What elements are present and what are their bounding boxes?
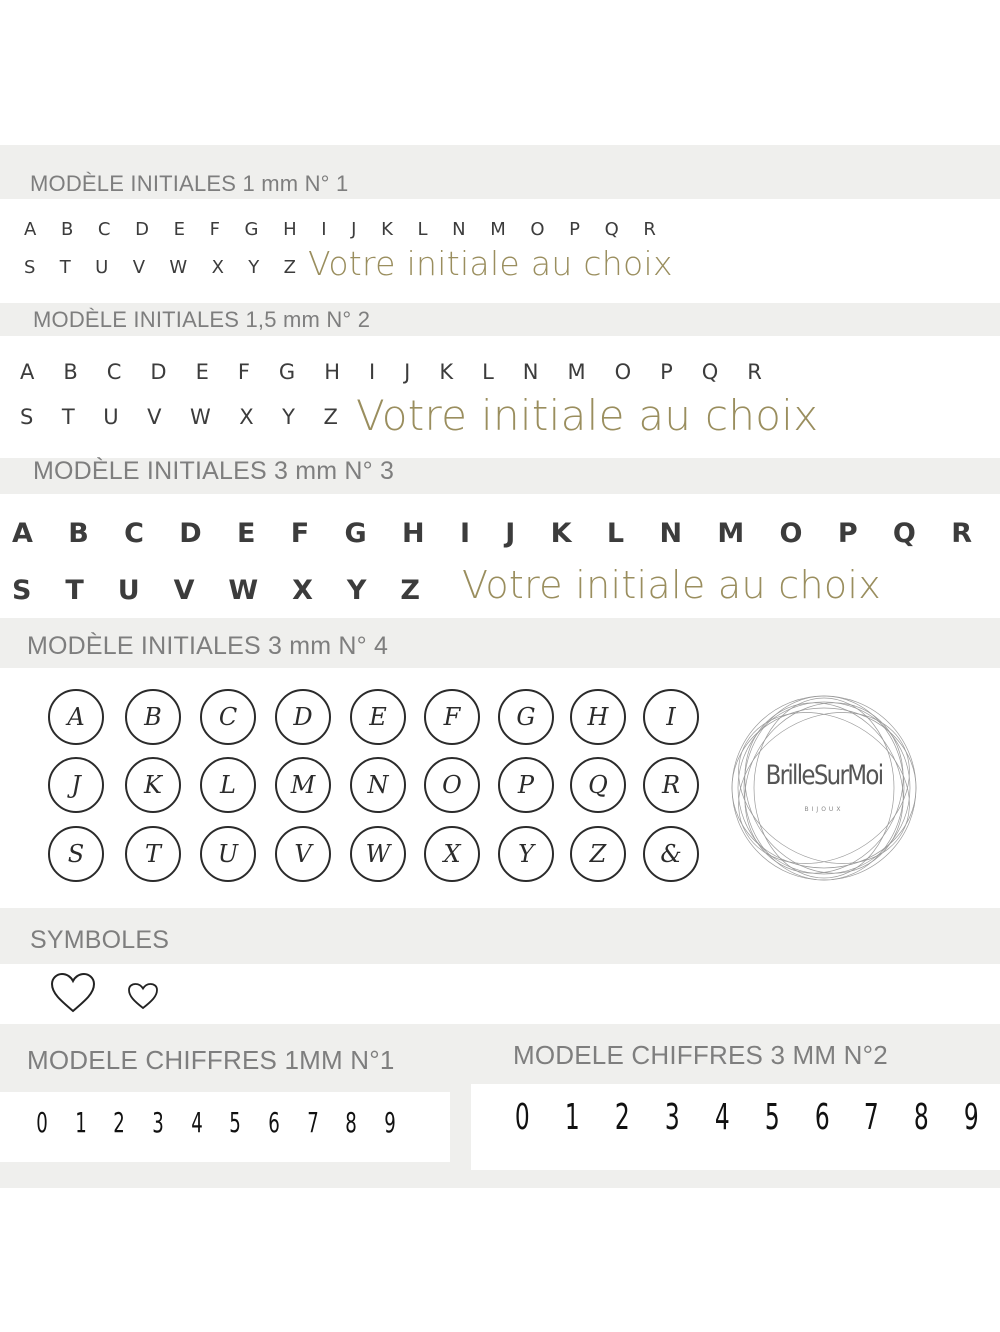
tagline-s3: Votre initiale au choix [462, 563, 882, 607]
letter-glyph: W [169, 256, 188, 278]
letter-glyph: P [837, 517, 858, 549]
letter-glyph: N [659, 517, 683, 549]
letter-glyph: Q [604, 218, 619, 240]
digit-glyph: 8 [914, 1096, 930, 1138]
letter-glyph: G [344, 517, 367, 549]
letter-glyph: S [12, 574, 32, 606]
digit-glyph: 7 [306, 1105, 319, 1139]
letters-row-s1-1 [24, 216, 656, 242]
letter-glyph: J [351, 218, 357, 240]
letter-glyph: V [132, 256, 146, 278]
letter-glyph: C [124, 517, 144, 549]
circle-initial: Z [570, 826, 626, 882]
circle-initial: P [498, 757, 554, 813]
letter-glyph: Z [283, 256, 296, 278]
letter-glyph: P [569, 218, 581, 240]
digit-glyph: 4 [190, 1105, 203, 1139]
letter-glyph: B [68, 517, 89, 549]
tagline-s1: Votre initiale au choix [308, 244, 673, 283]
letter-glyph: R [643, 218, 656, 240]
circle-initial: V [275, 826, 331, 882]
letter-glyph: Z [400, 574, 420, 606]
brand-logo [724, 688, 924, 888]
letters-row-s1-2 [24, 254, 296, 280]
circle-initial: T [125, 826, 181, 882]
circle-initial: E [350, 689, 406, 745]
letter-glyph: H [324, 360, 340, 384]
letter-glyph: I [368, 360, 376, 384]
letters-row-s2-2 [20, 402, 338, 432]
letter-glyph: X [292, 574, 313, 606]
letters-row-s3-1 [12, 515, 972, 551]
letter-glyph: N [452, 218, 466, 240]
circle-initial: M [275, 757, 331, 813]
circle-initial: U [200, 826, 256, 882]
letter-glyph: G [244, 218, 259, 240]
circle-initial: & [643, 826, 699, 882]
letters-row-s2-1 [20, 357, 762, 387]
letter-glyph: B [63, 360, 78, 384]
circle-initial: Q [570, 757, 626, 813]
letter-glyph: J [404, 360, 411, 384]
circle-initial: C [200, 689, 256, 745]
letter-glyph: L [482, 360, 494, 384]
circle-initial: W [350, 826, 406, 882]
letter-glyph: I [459, 517, 470, 549]
letter-glyph: T [61, 405, 75, 429]
letter-glyph: E [173, 218, 185, 240]
letter-glyph: F [209, 218, 220, 240]
circle-initial: A [48, 689, 104, 745]
circle-initial: D [275, 689, 331, 745]
letter-glyph: Y [346, 574, 367, 606]
letter-glyph: G [278, 360, 296, 384]
digit-glyph: 3 [664, 1096, 680, 1138]
section-title-digits2: MODELE CHIFFRES 3 MM N°2 [513, 1040, 888, 1070]
letter-glyph: B [60, 218, 74, 240]
letter-glyph: Q [701, 360, 719, 384]
digit-glyph: 5 [229, 1105, 242, 1139]
section-title-s4: MODÈLE INITIALES 3 mm N° 4 [27, 632, 389, 660]
letter-glyph: L [417, 218, 428, 240]
circle-initial: F [424, 689, 480, 745]
section-title-s1: MODÈLE INITIALES 1 mm N° 1 [30, 171, 349, 196]
circle-initial: O [424, 757, 480, 813]
letter-glyph: C [97, 218, 111, 240]
digit-glyph: 1 [564, 1096, 580, 1138]
letter-glyph: O [530, 218, 545, 240]
letter-glyph: R [951, 517, 972, 549]
letter-glyph: A [20, 360, 35, 384]
letter-glyph: D [135, 218, 149, 240]
digit-glyph: 2 [614, 1096, 630, 1138]
digit-glyph: 5 [764, 1096, 780, 1138]
letter-glyph: U [103, 405, 119, 429]
letter-glyph: U [117, 574, 140, 606]
digit-glyph: 0 [36, 1105, 48, 1139]
digits-row-1 [34, 1102, 398, 1142]
circle-initial: S [48, 826, 104, 882]
heart-outline-large-icon [50, 972, 96, 1014]
letter-glyph: T [59, 256, 71, 278]
tagline-s2: Votre initiale au choix [356, 391, 819, 440]
letter-glyph: O [614, 360, 632, 384]
logo-subtitle: BIJOUX [804, 806, 844, 813]
letter-glyph: V [173, 574, 195, 606]
circle-initial: N [350, 757, 406, 813]
letter-glyph: K [381, 218, 393, 240]
letter-glyph: Y [248, 256, 260, 278]
circle-initial: H [570, 689, 626, 745]
circle-initial: G [498, 689, 554, 745]
letter-glyph: H [283, 218, 297, 240]
section-title-digits1: MODELE CHIFFRES 1MM N°1 [27, 1045, 395, 1075]
letter-glyph: F [237, 360, 250, 384]
circle-initial: R [643, 757, 699, 813]
letter-glyph: N [522, 360, 539, 384]
letter-glyph: A [24, 218, 37, 240]
letter-glyph: E [237, 517, 256, 549]
digit-glyph: 4 [714, 1096, 730, 1138]
digit-glyph: 6 [814, 1096, 830, 1138]
letter-glyph: H [402, 517, 425, 549]
letter-glyph: M [490, 218, 506, 240]
circle-initial: X [424, 826, 480, 882]
letter-glyph: L [606, 517, 625, 549]
digit-glyph: 8 [345, 1105, 358, 1139]
digits-row-2 [512, 1094, 982, 1140]
section-title-symbols: SYMBOLES [30, 926, 170, 954]
circle-initial: I [643, 689, 699, 745]
digit-glyph: 1 [74, 1105, 87, 1139]
letter-glyph: W [228, 574, 259, 606]
circle-initial: K [125, 757, 181, 813]
letter-glyph: A [12, 517, 33, 549]
letter-glyph: U [95, 256, 109, 278]
letter-glyph: M [717, 517, 745, 549]
digit-glyph: 0 [514, 1096, 530, 1138]
digit-glyph: 2 [113, 1105, 126, 1139]
letter-glyph: Z [323, 405, 338, 429]
letter-glyph: K [439, 360, 454, 384]
letter-glyph: E [195, 360, 209, 384]
letter-glyph: Y [282, 405, 295, 429]
letter-glyph: K [550, 517, 572, 549]
digit-glyph: 6 [268, 1105, 280, 1139]
circle-initial: L [200, 757, 256, 813]
letter-glyph: I [321, 218, 327, 240]
digit-glyph: 9 [964, 1096, 980, 1138]
circle-initial: J [48, 757, 104, 813]
circle-initial: Y [498, 826, 554, 882]
digit-glyph: 9 [384, 1105, 396, 1139]
letter-glyph: J [505, 517, 516, 549]
letter-glyph: X [211, 256, 224, 278]
letter-glyph: T [65, 574, 84, 606]
letter-glyph: P [660, 360, 673, 384]
letter-glyph: W [189, 405, 211, 429]
letter-glyph: C [106, 360, 122, 384]
circle-initial: B [125, 689, 181, 745]
section-title-s3: MODÈLE INITIALES 3 mm N° 3 [33, 457, 395, 485]
letter-glyph: R [747, 360, 762, 384]
logo-wordmark: BrilleSurMoi [765, 760, 883, 791]
letter-glyph: M [567, 360, 586, 384]
section-title-s2: MODÈLE INITIALES 1,5 mm N° 2 [33, 307, 371, 332]
letter-glyph: S [20, 405, 34, 429]
letter-glyph: V [147, 405, 162, 429]
letter-glyph: F [290, 517, 310, 549]
letter-glyph: O [779, 517, 803, 549]
letter-glyph: S [24, 256, 36, 278]
letters-row-s3-2 [12, 572, 420, 608]
heart-outline-small-icon [127, 982, 159, 1010]
digit-glyph: 3 [152, 1105, 164, 1139]
letter-glyph: X [239, 405, 254, 429]
letter-glyph: D [150, 360, 167, 384]
letter-glyph: Q [892, 517, 916, 549]
letter-glyph: D [179, 517, 202, 549]
digit-glyph: 7 [864, 1096, 880, 1138]
